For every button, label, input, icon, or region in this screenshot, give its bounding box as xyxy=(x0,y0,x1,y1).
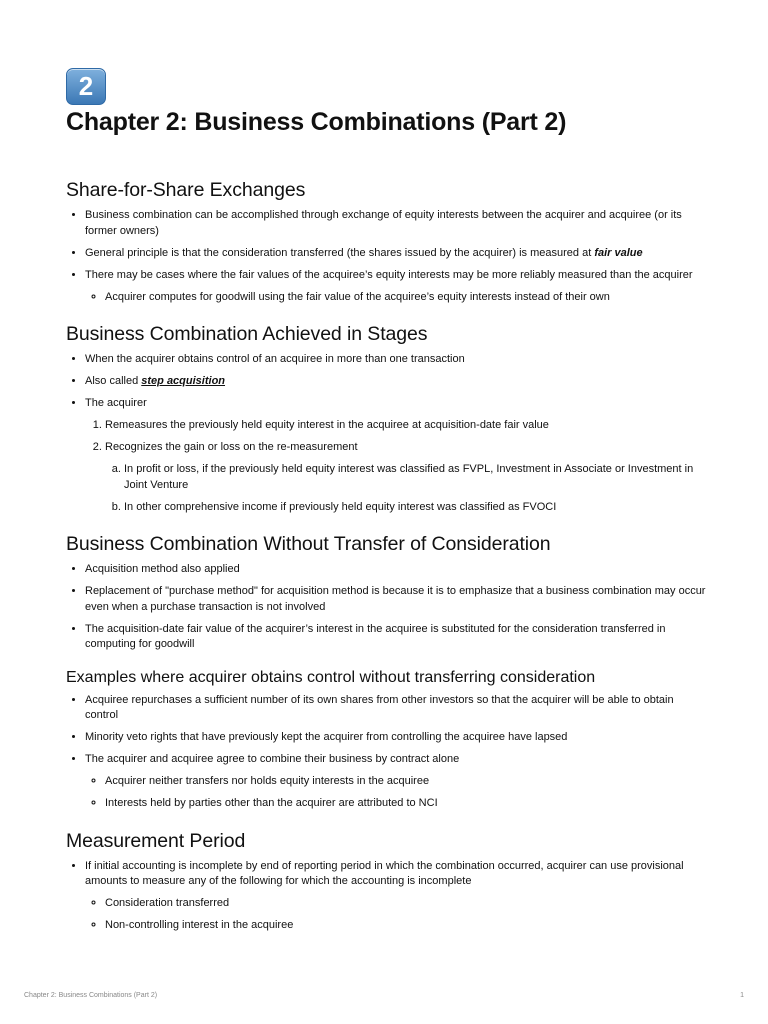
list-item: • The acquisition-date fair value of the acquirer’s interest in the acquiree is substituted for the consideration transferred in computing for goodwill xyxy=(85,622,706,653)
item-text: There may be cases where the fair values of the acquiree’s equity interests may be more reliably measured than the acquirer xyxy=(85,268,693,281)
list-item: • Minority veto rights that have previously kept the acquirer from controlling the acquiree have lapsed xyxy=(85,730,706,746)
item-text: Recognizes the gain or loss on the re-measurement xyxy=(105,441,358,453)
subsection-heading: Examples where acquirer obtains control without transferring consideration xyxy=(66,668,596,686)
list-item: • Business combination can be accomplished through exchange of equity interests between the acquirer and acquiree (or its former owners) xyxy=(85,208,706,239)
sub-bullet-list xyxy=(85,774,706,812)
badge-number: 2 xyxy=(78,71,94,101)
list-item xyxy=(85,374,706,390)
list-item: 1. Remeasures the previously held equity interest in the acquiree at acquisition-date fair value xyxy=(105,418,706,434)
page-number: 1 xyxy=(740,992,744,999)
item-text: The acquirer and acquiree agree to combine their business by contract alone xyxy=(85,753,460,765)
section-heading: Business Combination Without Transfer of Consideration xyxy=(66,533,551,555)
list-item: ◦ Non-controlling interest in the acquiree xyxy=(105,918,706,934)
list-item: • Acquiree repurchases a sufficient number of its own shares from other investors so that the acquirer will be able to obtain control xyxy=(85,693,706,724)
section-achieved-in-stages xyxy=(66,323,706,515)
list-item: ◦ Interests held by parties other than the acquirer are attributed to NCI xyxy=(105,796,706,812)
section-measurement-period xyxy=(66,830,706,934)
sub-bullet-list xyxy=(85,290,706,306)
item-text: If initial accounting is incomplete by end of reporting period in which the combination occurred, acquirer can use provisional amounts to measure any of the following for which the accounting is incomplete xyxy=(85,859,684,887)
list-item xyxy=(85,752,706,812)
bullet-list xyxy=(66,352,706,515)
page-title: Chapter 2: Business Combinations (Part 2) xyxy=(66,108,567,136)
list-item xyxy=(85,268,706,306)
lettered-list xyxy=(105,462,706,515)
list-item: • Replacement of "purchase method" for acquisition method is because it is to emphasize that a business combination may occur even when a purchase transaction is not involved xyxy=(85,584,706,615)
list-item xyxy=(85,859,706,934)
item-text: General principle is that the consideration transferred (the shares issued by the acquirer) is measured at xyxy=(85,246,595,259)
list-item: • When the acquirer obtains control of an acquiree in more than one transaction xyxy=(85,352,706,368)
section-heading: Share-for-Share Exchanges xyxy=(66,179,306,201)
bullet-list xyxy=(66,693,706,812)
footer-title: Chapter 2: Business Combinations (Part 2) xyxy=(24,992,158,999)
bullet-list xyxy=(66,859,706,934)
document-body xyxy=(66,179,706,940)
bullet-list xyxy=(66,562,706,653)
list-item: ◦ Acquirer neither transfers nor holds equity interests in the acquiree xyxy=(105,774,706,790)
bullet-list xyxy=(66,208,706,305)
list-item xyxy=(105,440,706,515)
sub-bullet-list xyxy=(85,896,706,934)
item-text: Also called xyxy=(85,375,142,387)
section-heading: Measurement Period xyxy=(66,829,246,852)
list-item: ◦ Acquirer computes for goodwill using the fair value of the acquiree’s equity interests instead of their own xyxy=(105,290,706,306)
list-item xyxy=(85,396,706,515)
emphasis-fair-value: fair value xyxy=(594,246,643,259)
section-heading: Business Combination Achieved in Stages xyxy=(66,323,428,345)
number-two-icon xyxy=(66,68,106,105)
emphasis-step-acquisition: step acquisition xyxy=(141,375,226,387)
section-without-consideration xyxy=(66,533,706,812)
list-item: ◦ Consideration transferred xyxy=(105,896,706,912)
item-text: The acquirer xyxy=(85,397,147,409)
list-item: • Acquisition method also applied xyxy=(85,562,706,578)
numbered-list xyxy=(85,418,706,515)
list-item: a. In profit or loss, if the previously held equity interest was classified as FVPL, Investment in Associate or Investment in Joint Venture xyxy=(124,462,706,493)
list-item: b. In other comprehensive income if previously held equity interest was classified as FVOCI xyxy=(124,500,706,516)
section-share-for-share xyxy=(66,179,706,305)
list-item xyxy=(85,246,706,262)
